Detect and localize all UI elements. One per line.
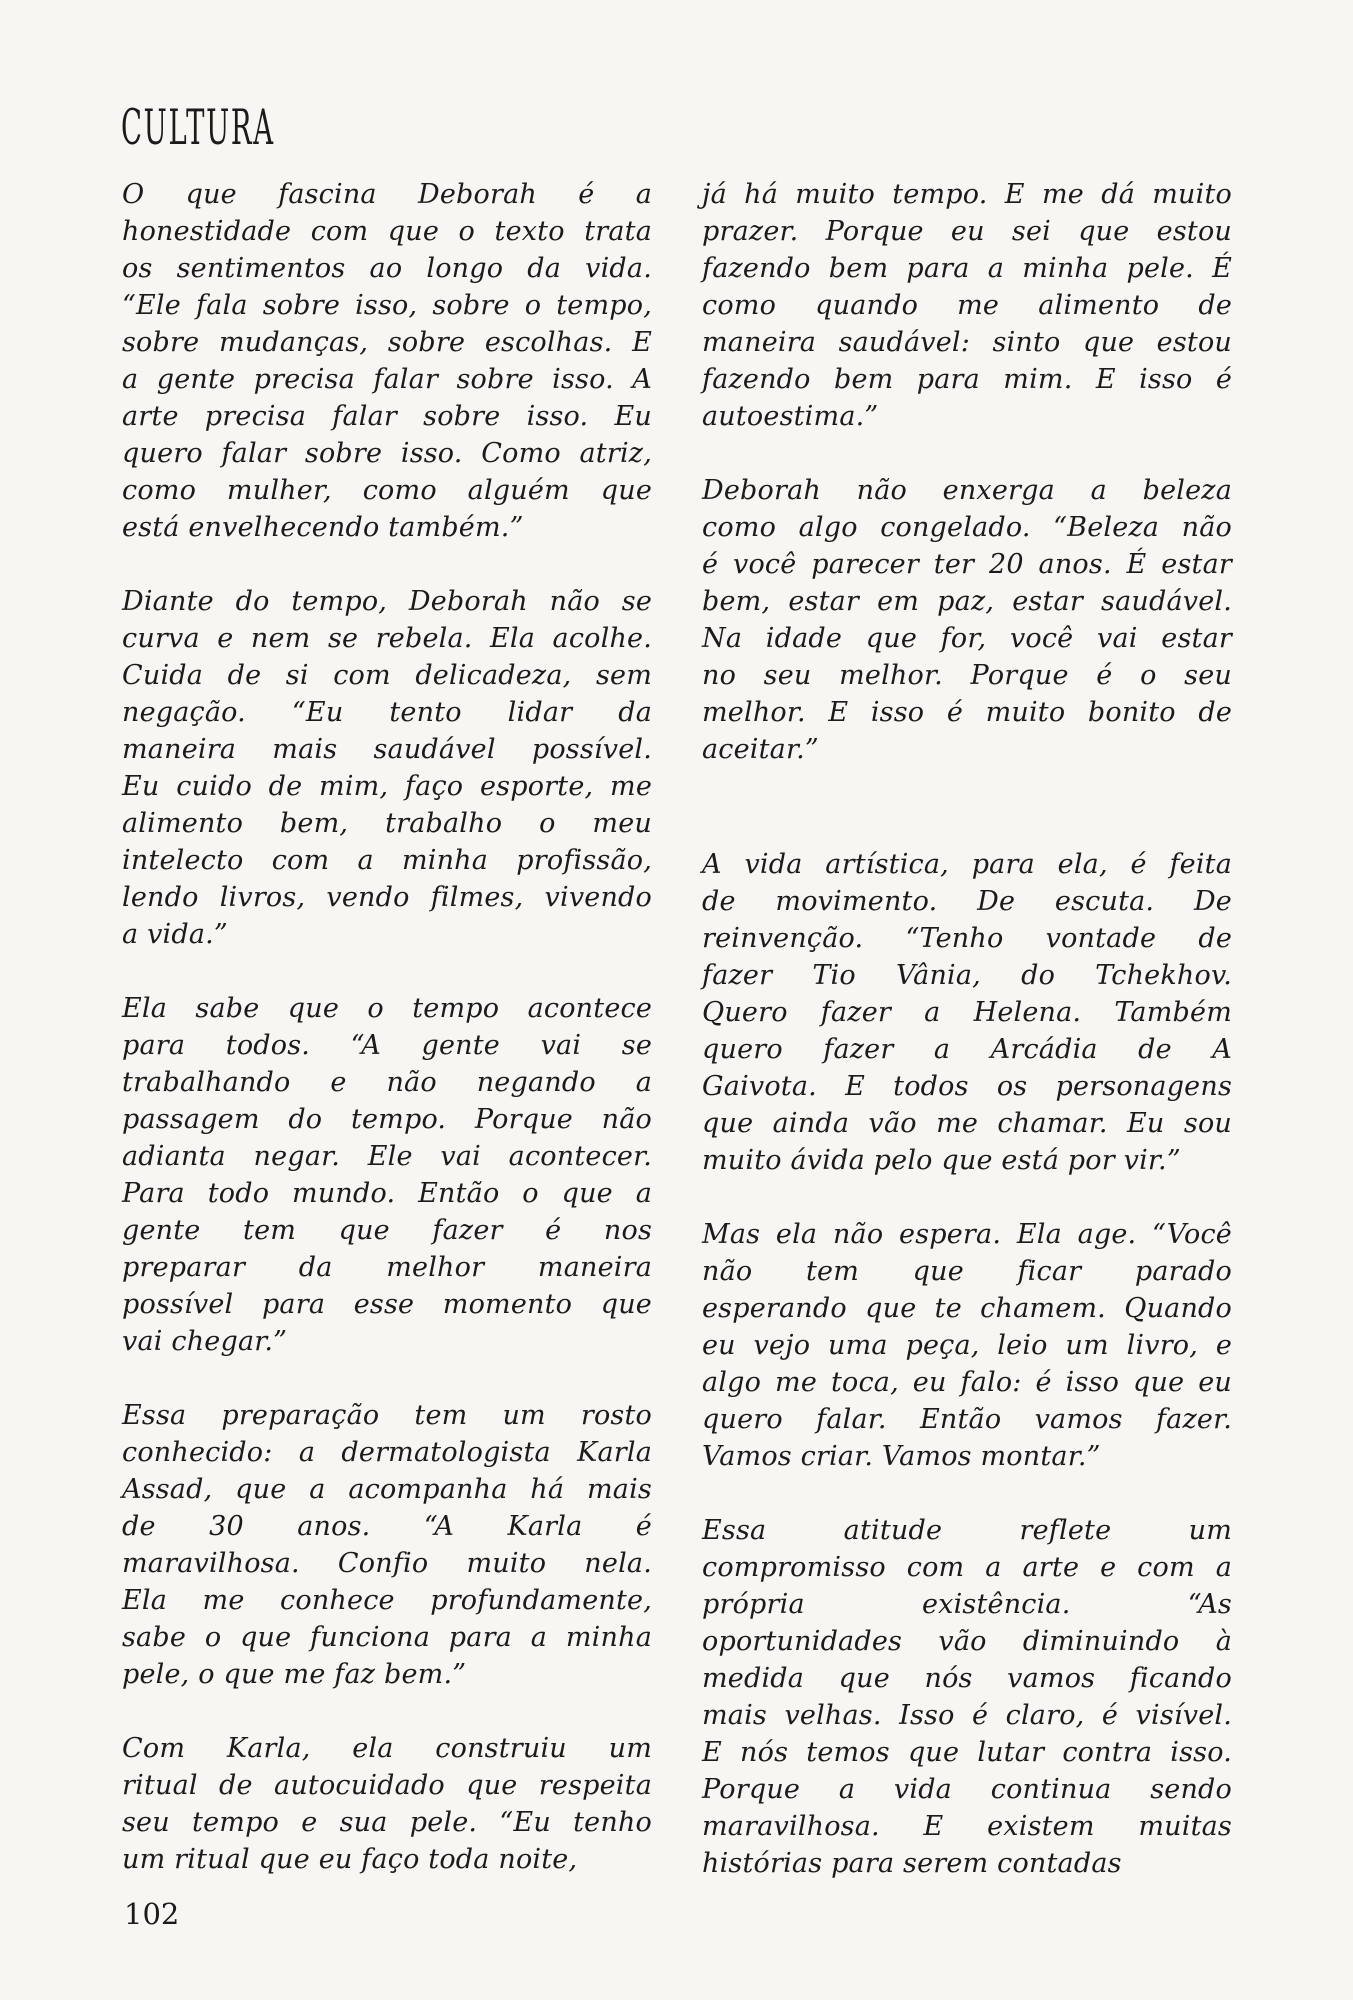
text-line: honestidade com que o texto trata — [122, 216, 652, 247]
text-line: Quero fazer a Helena. Também — [702, 997, 1232, 1028]
section-label — [121, 99, 396, 156]
text-line: algo me toca, eu falo: é isso que eu — [702, 1367, 1232, 1398]
text-line: mais velhas. Isso é claro, é visível. — [702, 1700, 1232, 1731]
text-line: oportunidades vão diminuindo à — [702, 1626, 1232, 1657]
text-line: muito ávida pelo que está por vir.” — [702, 1145, 1181, 1176]
text-line: eu vejo uma peça, leio um livro, e — [702, 1330, 1232, 1361]
text-line: gente tem que fazer é nos — [122, 1215, 652, 1246]
text-line: Cuida de si com delicadeza, sem — [122, 660, 652, 691]
text-line: negação. “Eu tento lidar da — [122, 697, 652, 728]
text-line: passagem do tempo. Porque não — [122, 1104, 652, 1135]
text-line: a vida.” — [122, 919, 228, 950]
text-line: arte precisa falar sobre isso. Eu — [122, 401, 652, 432]
text-line: Gaivota. E todos os personagens — [702, 1071, 1232, 1102]
paragraph — [122, 1730, 652, 1878]
text-line: E nós temos que lutar contra isso. — [702, 1737, 1232, 1768]
text-line: Vamos criar. Vamos montar.” — [702, 1441, 1101, 1472]
text-line: própria existência. “As — [702, 1589, 1232, 1620]
text-line: maneira mais saudável possível. — [122, 734, 652, 765]
text-line: Eu cuido de mim, faço esporte, me — [122, 771, 652, 802]
text-line: Mas ela não espera. Ela age. “Você — [702, 1219, 1232, 1250]
text-line: ritual de autocuidado que respeita — [122, 1770, 652, 1801]
text-line: autoestima.” — [702, 401, 879, 432]
text-line: adianta negar. Ele vai acontecer. — [122, 1141, 652, 1172]
paragraph — [122, 990, 652, 1360]
text-line: maravilhosa. Confio muito nela. — [122, 1548, 652, 1579]
text-line: os sentimentos ao longo da vida. — [122, 253, 652, 284]
text-line: que ainda vão me chamar. Eu sou — [702, 1108, 1232, 1139]
text-line: não tem que ficar parado — [702, 1256, 1232, 1287]
text-line: um ritual que eu faço toda noite, — [122, 1844, 578, 1875]
text-line: seu tempo e sua pele. “Eu tenho — [122, 1807, 652, 1838]
paragraph — [122, 176, 652, 546]
text-line: está envelhecendo também.” — [122, 512, 524, 543]
text-line: já há muito tempo. E me dá muito — [702, 179, 1232, 210]
section-label-text: CULTURA — [121, 99, 275, 156]
text-line: fazendo bem para a minha pele. É — [702, 253, 1232, 284]
text-line: curva e nem se rebela. Ela acolhe. — [122, 623, 652, 654]
text-line: Para todo mundo. Então o que a — [122, 1178, 652, 1209]
text-line: de movimento. De escuta. De — [702, 886, 1232, 917]
text-line: possível para esse momento que — [122, 1289, 652, 1320]
text-line: alimento bem, trabalho o meu — [122, 808, 652, 839]
text-line: Essa preparação tem um rosto — [122, 1400, 652, 1431]
text-line: Deborah não enxerga a beleza — [702, 475, 1232, 506]
text-line: é você parecer ter 20 anos. É estar — [702, 549, 1232, 580]
text-line: fazendo bem para mim. E isso é — [702, 364, 1232, 395]
text-line: vai chegar.” — [122, 1326, 288, 1357]
text-line: Com Karla, ela construiu um — [122, 1733, 652, 1764]
paragraph — [122, 1397, 652, 1693]
text-line: melhor. E isso é muito bonito de — [702, 697, 1232, 728]
text-line: para todos. “A gente vai se — [122, 1030, 652, 1061]
text-line: Porque a vida continua sendo — [702, 1774, 1232, 1805]
paragraph — [702, 1216, 1232, 1475]
paragraph — [702, 1512, 1232, 1882]
text-line: de 30 anos. “A Karla é — [122, 1511, 652, 1542]
text-line: esperando que te chamem. Quando — [702, 1293, 1232, 1324]
text-line: pele, o que me faz bem.” — [122, 1659, 467, 1690]
paragraph — [702, 472, 1232, 768]
text-line: quero fazer a Arcádia de A — [702, 1034, 1232, 1065]
text-line: trabalhando e não negando a — [122, 1067, 652, 1098]
text-line: Na idade que for, você vai estar — [702, 623, 1232, 654]
text-line: Assad, que a acompanha há mais — [122, 1474, 652, 1505]
text-line: sobre mudanças, sobre escolhas. E — [122, 327, 652, 358]
text-line: histórias para serem contadas — [702, 1848, 1122, 1879]
text-line: prazer. Porque eu sei que estou — [702, 216, 1232, 247]
text-line: “Ele fala sobre isso, sobre o tempo, — [122, 290, 652, 321]
page-number: 102 — [124, 1897, 180, 1931]
text-line: Ela sabe que o tempo acontece — [122, 993, 652, 1024]
text-line: quero falar. Então vamos fazer. — [702, 1404, 1232, 1435]
text-line: Diante do tempo, Deborah não se — [122, 586, 652, 617]
paragraph — [122, 583, 652, 953]
text-line: O que fascina Deborah é a — [122, 179, 652, 210]
text-line: A vida artística, para ela, é feita — [702, 849, 1232, 880]
text-line: aceitar.” — [702, 734, 819, 765]
text-line: como quando me alimento de — [702, 290, 1232, 321]
article-column-right — [702, 176, 1232, 1882]
text-line: preparar da melhor maneira — [122, 1252, 652, 1283]
text-line: conhecido: a dermatologista Karla — [122, 1437, 652, 1468]
text-line: Essa atitude reflete um — [702, 1515, 1232, 1546]
text-line: maneira saudável: sinto que estou — [702, 327, 1232, 358]
text-line: no seu melhor. Porque é o seu — [702, 660, 1232, 691]
text-line: compromisso com a arte e com a — [702, 1552, 1232, 1583]
text-line: como algo congelado. “Beleza não — [702, 512, 1232, 543]
text-line: a gente precisa falar sobre isso. A — [122, 364, 652, 395]
article-column-left — [122, 176, 652, 1882]
text-line: sabe o que funciona para a minha — [122, 1622, 652, 1653]
text-line: como mulher, como alguém que — [122, 475, 652, 506]
text-line: lendo livros, vendo filmes, vivendo — [122, 882, 652, 913]
text-line: medida que nós vamos ficando — [702, 1663, 1232, 1694]
article-body — [122, 176, 1232, 1882]
text-line: fazer Tio Vânia, do Tchekhov. — [702, 960, 1232, 991]
text-line: maravilhosa. E existem muitas — [702, 1811, 1232, 1842]
paragraph — [702, 846, 1232, 1179]
text-line: intelecto com a minha profissão, — [122, 845, 652, 876]
text-line: Ela me conhece profundamente, — [122, 1585, 652, 1616]
text-line: quero falar sobre isso. Como atriz, — [122, 438, 652, 469]
text-line: reinvenção. “Tenho vontade de — [702, 923, 1232, 954]
paragraph — [702, 176, 1232, 435]
text-line: bem, estar em paz, estar saudável. — [702, 586, 1232, 617]
